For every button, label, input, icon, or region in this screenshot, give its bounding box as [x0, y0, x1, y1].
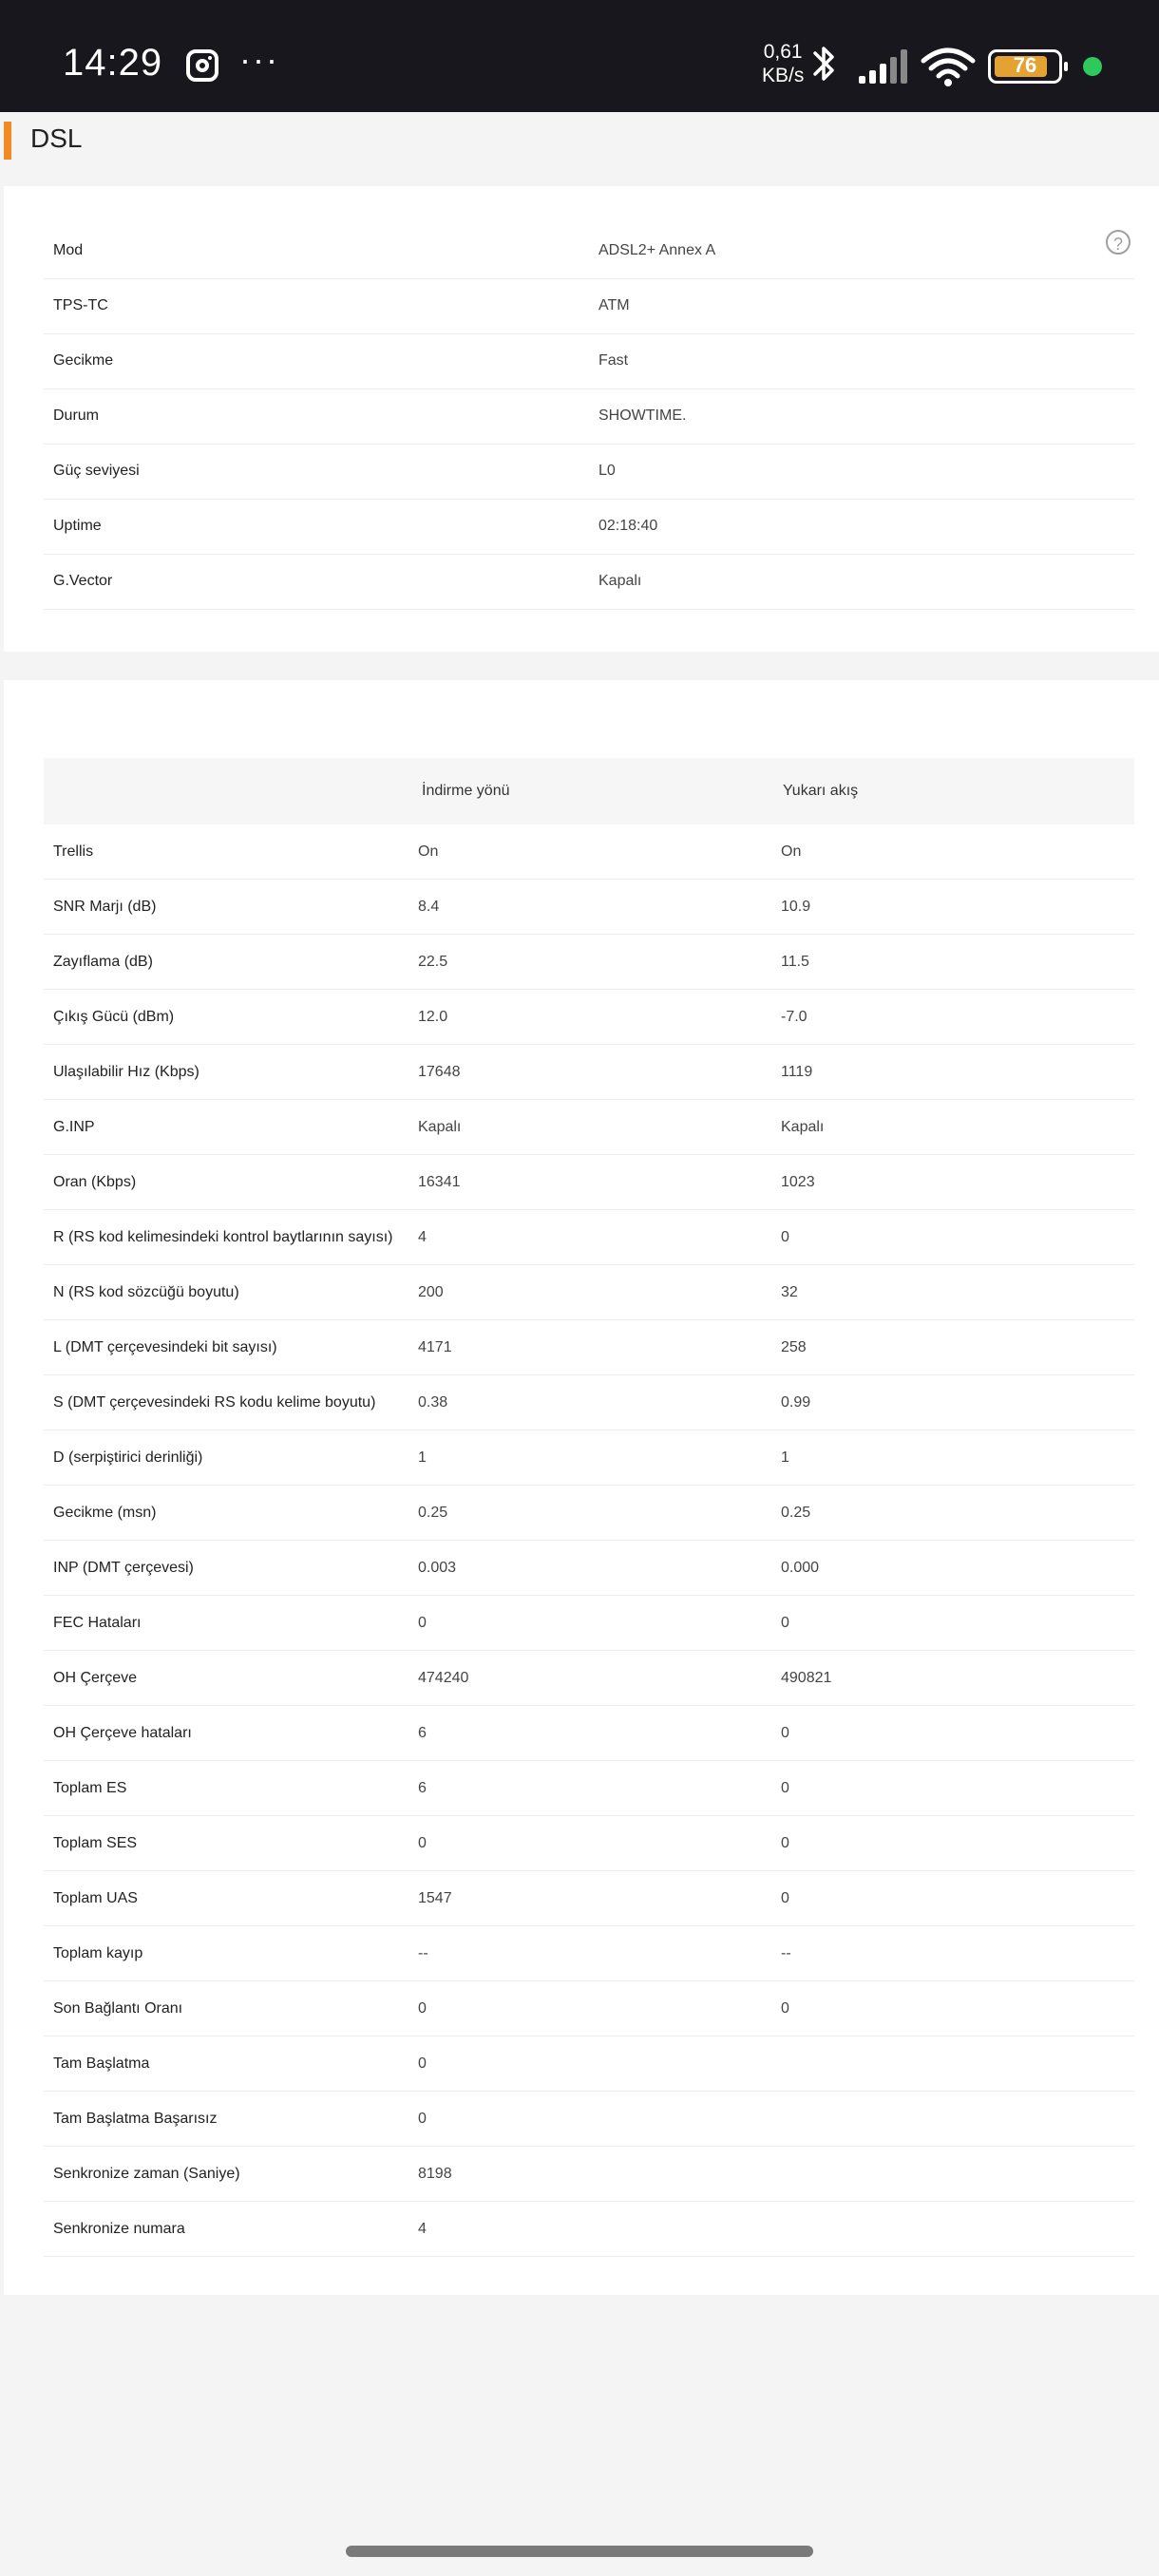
- battery-icon: [988, 49, 1062, 84]
- signal-icon: [857, 47, 910, 85]
- table-row: [44, 1265, 1134, 1320]
- row-label: OH Çerçeve: [53, 1670, 138, 1686]
- dsl-info-list: [44, 224, 1134, 610]
- table-row: [44, 1596, 1134, 1651]
- upstream-value: 0: [781, 1614, 789, 1631]
- downstream-value: 0: [418, 1999, 427, 2017]
- table-row: [44, 1320, 1134, 1375]
- row-label: INP (DMT çerçevesi): [53, 1560, 194, 1576]
- downstream-value: 16341: [418, 1173, 461, 1190]
- downstream-value: 474240: [418, 1669, 469, 1686]
- downstream-value: 0: [418, 1614, 427, 1631]
- upstream-value: On: [781, 843, 802, 860]
- page-title: DSL: [30, 123, 83, 153]
- info-value: Fast: [598, 352, 629, 369]
- upstream-value: --: [781, 1944, 791, 1961]
- row-label: Senkronize numara: [53, 2221, 185, 2237]
- row-label: D (serpiştirici derinliği): [53, 1449, 203, 1466]
- upstream-value: 258: [781, 1338, 807, 1355]
- downstream-value: 6: [418, 1779, 427, 1796]
- downstream-value: 0: [418, 2110, 427, 2127]
- table-row: [44, 1651, 1134, 1706]
- info-label: Durum: [53, 407, 100, 424]
- downstream-value: 6: [418, 1724, 427, 1741]
- upstream-value: -7.0: [781, 1008, 808, 1025]
- table-row: [44, 2036, 1134, 2092]
- table-row: [44, 990, 1134, 1045]
- downstream-value: 0.003: [418, 1559, 457, 1576]
- downstream-value: 0.25: [418, 1504, 448, 1521]
- table-row: [44, 1706, 1134, 1761]
- table-row: [44, 1210, 1134, 1265]
- downstream-value: 4171: [418, 1338, 452, 1355]
- upstream-value: 0: [781, 1999, 789, 2017]
- row-label: Senkronize zaman (Saniye): [53, 2166, 240, 2182]
- table-row: [44, 1541, 1134, 1596]
- upstream-value: 1023: [781, 1173, 815, 1190]
- downstream-value: 200: [418, 1283, 444, 1300]
- column-header-upstream: Yukarı akış: [783, 783, 859, 799]
- table-row: [44, 2092, 1134, 2147]
- upstream-value: 0.99: [781, 1393, 811, 1411]
- row-label: Çıkış Gücü (dBm): [53, 1009, 175, 1025]
- table-row: [44, 1981, 1134, 2036]
- dsl-info-card: [4, 186, 1159, 652]
- info-label: Mod: [53, 242, 84, 258]
- downstream-value: 8.4: [418, 898, 440, 915]
- table-row: [44, 1926, 1134, 1981]
- info-row: [44, 500, 1134, 555]
- downstream-value: 22.5: [418, 953, 448, 970]
- upstream-value: 0.25: [781, 1504, 811, 1521]
- row-label: Oran (Kbps): [53, 1174, 137, 1190]
- upstream-value: 10.9: [781, 898, 811, 915]
- row-label: L (DMT çerçevesindeki bit sayısı): [53, 1339, 277, 1355]
- row-label: R (RS kod kelimesindeki kontrol baytlarının sayısı): [53, 1229, 393, 1245]
- downstream-value: 1547: [418, 1889, 452, 1906]
- row-label: Toplam SES: [53, 1835, 138, 1851]
- network-speed: [762, 40, 804, 87]
- wifi-icon: [920, 46, 977, 87]
- row-label: Zayıflama (dB): [53, 954, 153, 970]
- upstream-value: 32: [781, 1283, 798, 1300]
- battery-level: 76: [1013, 53, 1037, 77]
- table-row: [44, 1375, 1134, 1430]
- info-row: [44, 224, 1134, 279]
- upstream-value: 0: [781, 1779, 789, 1796]
- row-label: Son Bağlantı Oranı: [53, 2000, 183, 2017]
- info-value: Kapalı: [598, 573, 642, 589]
- upstream-value: 0: [781, 1228, 789, 1245]
- clock: 14:29: [63, 42, 163, 84]
- info-label: Gecikme: [53, 352, 114, 369]
- table-row: [44, 2202, 1134, 2257]
- downstream-value: 0: [418, 1834, 427, 1851]
- downstream-value: 4: [418, 1228, 427, 1245]
- info-label: G.Vector: [53, 573, 113, 589]
- dsl-stats-card: [4, 680, 1159, 2295]
- dsl-stats-table: [44, 758, 1134, 2257]
- table-body: [44, 824, 1134, 2257]
- row-label: Toplam ES: [53, 1780, 127, 1796]
- info-value: ATM: [598, 297, 630, 313]
- table-row: [44, 880, 1134, 935]
- info-value: SHOWTIME.: [598, 407, 687, 424]
- info-label: TPS-TC: [53, 297, 108, 313]
- upstream-value: 1: [781, 1449, 789, 1466]
- info-row: [44, 334, 1134, 389]
- downstream-value: Kapalı: [418, 1118, 462, 1135]
- status-bar: [0, 0, 1159, 112]
- table-row: [44, 1155, 1134, 1210]
- upstream-value: 0: [781, 1724, 789, 1741]
- home-indicator[interactable]: [346, 2546, 813, 2557]
- info-value: 02:18:40: [598, 518, 658, 534]
- upstream-value: 11.5: [781, 953, 809, 970]
- upstream-value: 490821: [781, 1669, 832, 1686]
- downstream-value: 8198: [418, 2165, 452, 2182]
- table-row: [44, 2147, 1134, 2202]
- table-row: [44, 824, 1134, 880]
- network-speed-unit: KB/s: [762, 65, 805, 86]
- row-label: FEC Hataları: [53, 1615, 142, 1631]
- title-accent-bar: [4, 122, 11, 160]
- info-row: [44, 389, 1134, 445]
- row-label: Ulaşılabilir Hız (Kbps): [53, 1064, 200, 1080]
- table-row: [44, 1430, 1134, 1486]
- info-row: [44, 279, 1134, 334]
- info-value: ADSL2+ Annex A: [598, 242, 716, 258]
- downstream-value: On: [418, 843, 439, 860]
- page-header: [0, 112, 1159, 184]
- downstream-value: 12.0: [418, 1008, 448, 1025]
- upstream-value: Kapalı: [781, 1118, 825, 1135]
- row-label: S (DMT çerçevesindeki RS kodu kelime boyutu): [53, 1394, 376, 1411]
- table-row: [44, 1871, 1134, 1926]
- row-label: Gecikme (msn): [53, 1505, 157, 1521]
- table-row: [44, 1486, 1134, 1541]
- downstream-value: 17648: [418, 1063, 461, 1080]
- instagram-icon: [186, 49, 218, 82]
- info-label: Uptime: [53, 518, 102, 534]
- row-label: Toplam kayıp: [53, 1945, 143, 1961]
- downstream-value: 0: [418, 2055, 427, 2072]
- downstream-value: 1: [418, 1449, 427, 1466]
- info-label: Güç seviyesi: [53, 463, 140, 479]
- more-notifications-icon: ···: [239, 40, 279, 79]
- upstream-value: 0.000: [781, 1559, 820, 1576]
- row-label: G.INP: [53, 1119, 95, 1135]
- row-label: SNR Marjı (dB): [53, 899, 157, 915]
- downstream-value: 0.38: [418, 1393, 448, 1411]
- row-label: Tam Başlatma Başarısız: [53, 2111, 218, 2127]
- table-row: [44, 1100, 1134, 1155]
- help-icon[interactable]: ?: [1106, 230, 1130, 255]
- row-label: N (RS kod sözcüğü boyutu): [53, 1284, 239, 1300]
- downstream-value: --: [418, 1944, 428, 1961]
- info-row: [44, 555, 1134, 610]
- upstream-value: 0: [781, 1834, 789, 1851]
- column-header-downstream: İndirme yönü: [422, 783, 510, 799]
- row-label: Toplam UAS: [53, 1890, 138, 1906]
- upstream-value: 1119: [781, 1063, 813, 1080]
- row-label: Tam Başlatma: [53, 2055, 150, 2072]
- row-label: OH Çerçeve hataları: [53, 1725, 192, 1741]
- table-row: [44, 1761, 1134, 1816]
- table-row: [44, 935, 1134, 990]
- info-row: [44, 445, 1134, 500]
- info-value: L0: [598, 463, 616, 479]
- privacy-indicator-dot: [1083, 57, 1102, 76]
- table-row: [44, 1045, 1134, 1100]
- table-row: [44, 1816, 1134, 1871]
- table-header: [44, 758, 1134, 824]
- row-label: Trellis: [53, 843, 94, 860]
- upstream-value: 0: [781, 1889, 789, 1906]
- network-speed-value: 0,61: [763, 41, 803, 63]
- bluetooth-icon: [809, 40, 838, 87]
- downstream-value: 4: [418, 2220, 427, 2237]
